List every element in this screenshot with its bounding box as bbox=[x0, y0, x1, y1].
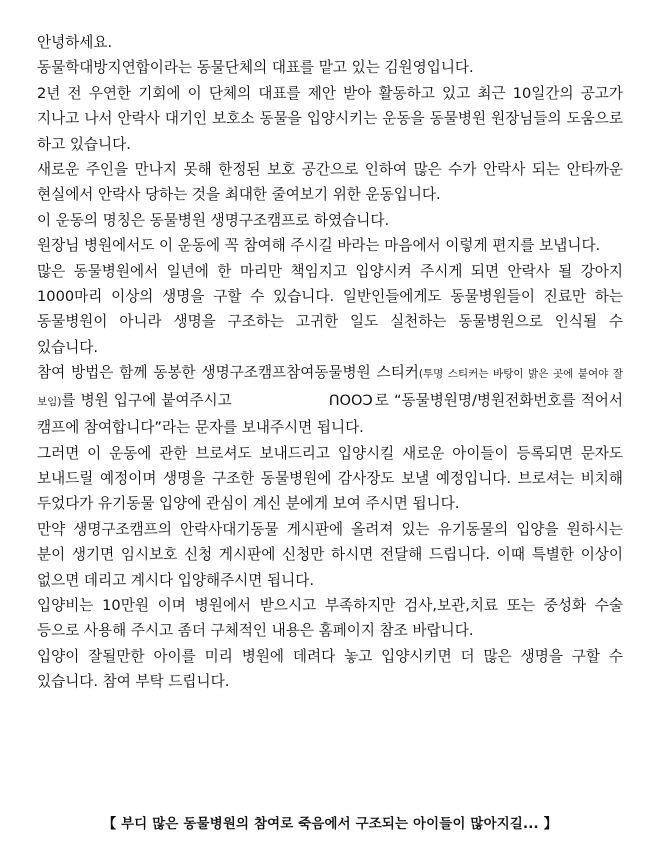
adoption-board-paragraph: 만약 생명구조캠프의 안락사대기동물 게시판에 올려져 있는 유기동물의 입양을 원하시는 분이 생기면 임시보호 신청 게시판에 신청만 하시면 전달해 드립니다. 이때 특별한 이상이 없으면 데리고 계시다 입양해주시면 됩니다. bbox=[37, 520, 623, 589]
method-paragraph bbox=[37, 360, 623, 440]
closing-slogan: 【 부디 많은 동물병원의 참여로 죽음에서 구조되는 아이들이 많아지길... 】 bbox=[102, 817, 558, 832]
purpose-paragraph: 새로운 주인을 만나지 못해 한정된 보호 공간으로 인하여 많은 수가 안락사 되는 안타까운 현실에서 안락사 당하는 것을 최대한 줄여보기 위한 운동입니다. bbox=[37, 161, 623, 204]
greeting: 안녕하세요. bbox=[37, 34, 113, 51]
sms-number: ՈՕՕϽ bbox=[328, 391, 373, 409]
request-paragraph: 원장님 병원에서도 이 운동에 꼭 참여해 주시길 바라는 마음에서 이렇게 편지를 보냅니다. bbox=[37, 237, 601, 255]
method-text-2: 를 병원 입구에 붙여주시고 bbox=[61, 391, 237, 409]
sticker-note: (투명 스티커는 바탕이 밝은 곳에 붙여야 잘 보임) bbox=[37, 368, 624, 408]
method-text-3: 로 “동물병원명/병원전화번호를 적어서 캠프에 참여합니다”라는 문자를 보내주시면 됩니다. bbox=[37, 391, 623, 437]
adoption-fee-paragraph: 입양비는 10만원 이며 병원에서 받으시고 부족하지만 검사,보관,치료 또는 중성화 수술 등으로 사용해 주시고 좀더 구체적인 내용은 홈페이지 참조 바랍니다. bbox=[37, 596, 623, 640]
background-paragraph: 2년 전 우연한 기회에 이 단체의 대표를 제안 받아 활동하고 있고 최근 10일간의 공고가 지나고 나서 안락사 대기인 보호소 동물을 입양시키는 운동을 동물병원 원장님들의 도움으로 하고 있습니다. bbox=[37, 84, 623, 153]
method-text-1: 참여 방법은 함께 동봉한 생명구조캠프참여동물병원 스티커 bbox=[37, 364, 419, 382]
followup-paragraph: 그러면 이 운동에 관한 브로셔도 보내드리고 입양시킬 새로운 아이들이 등록되면 문자도 보내드릴 예정이며 생명을 구조한 동물병원에 감사장도 보낼 예정입니다. 브로셔는 비치해 두었다가 유기동물 입양에 관심이 계신 분에게 보여 주시면 됩니다. bbox=[37, 444, 623, 513]
campaign-name-paragraph: 이 운동의 명칭은 동물병원 생명구조캠프로 하였습니다. bbox=[37, 211, 390, 229]
letter-body bbox=[37, 30, 623, 695]
impact-paragraph: 많은 동물병원에서 일년에 한 마리만 책임지고 입양시켜 주시게 되면 안락사 될 강아지 1000마리 이상의 생명을 구할 수 있습니다. 일반인들에게도 동물병원들이 진료만 하는 동물병원이 아니라 생명을 구조하는 고귀한 일도 실천하는 동물병원으로 인식될 수 있습니다. bbox=[37, 262, 623, 356]
closing-request-paragraph: 입양이 잘될만한 아이를 미리 병원에 데려다 놓고 입양시키면 더 많은 생명을 구할 수 있습니다. 참여 부탁 드립니다. bbox=[37, 647, 623, 691]
intro-paragraph: 동물학대방지연합이라는 동물단체의 대표를 맡고 있는 김원영입니다. bbox=[37, 59, 474, 77]
